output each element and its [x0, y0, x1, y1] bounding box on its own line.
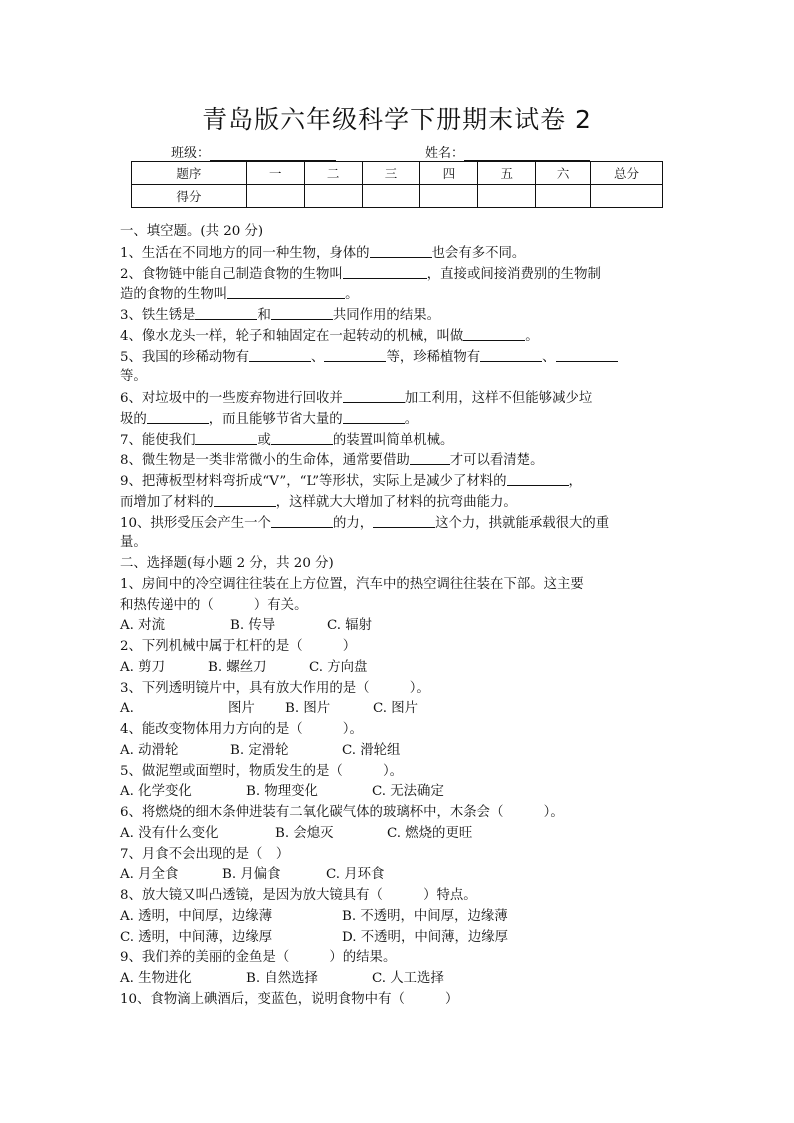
question-text: 。: [404, 411, 419, 427]
question-text: 5、我国的珍稀动物有: [120, 349, 250, 365]
section-heading: 二、选择题(每小题 2 分，共 20 分): [120, 556, 334, 571]
answer-blank: [507, 471, 569, 486]
question-text: ，而且能够节省大量的: [208, 411, 343, 427]
question-text: ，: [568, 474, 582, 489]
question-line: [120, 326, 680, 347]
question-line: [120, 305, 680, 326]
question-line: [120, 409, 680, 430]
option: A.: [120, 701, 134, 717]
option: B. 月偏食: [222, 867, 281, 883]
question-line: 8、放大镜又叫凸透镜，是因为放大镜具有（ ）特点。: [120, 888, 477, 903]
score-cell: [362, 185, 420, 208]
option: B. 不透明，中间厚，边缘薄: [342, 908, 508, 924]
option: B. 物理变化: [246, 784, 318, 800]
class-label: 班级：: [171, 146, 211, 161]
answer-blank: [195, 430, 257, 445]
answer-blank: [463, 326, 525, 341]
question-line: [120, 367, 680, 388]
option: A. 没有什么变化: [120, 825, 219, 841]
exam-body: [120, 222, 680, 1011]
question-text: 。: [525, 328, 539, 344]
question-line: [120, 492, 680, 513]
score-cell: [591, 185, 663, 208]
question-line: 9、我们养的美丽的金鱼是（ ）的结果。: [120, 950, 397, 966]
option: C. 滑轮组: [342, 742, 401, 758]
name-field: [425, 142, 590, 161]
score-table: [131, 161, 663, 208]
options-line: [120, 824, 680, 845]
class-field: [171, 142, 336, 161]
answer-blank: [271, 430, 333, 445]
question-line: [120, 533, 680, 554]
question-line: [120, 264, 680, 285]
options-line: [120, 782, 680, 803]
option: C. 无法确定: [372, 784, 444, 800]
option: C. 人工选择: [372, 971, 444, 986]
options-line: [120, 741, 680, 762]
option: D. 不透明，中间薄，边缘厚: [342, 929, 509, 945]
question-text: 6、对垃圾中的一些废弃物进行回收并: [120, 391, 343, 406]
question-text: 。: [345, 287, 359, 303]
table-cell: 六: [536, 162, 591, 185]
name-label: 姓名：: [425, 146, 465, 161]
option: 图片: [228, 701, 255, 717]
page-title: 青岛版六年级科学下册期末试卷 2: [202, 105, 592, 134]
question-text: 共同作用的结果。: [332, 308, 440, 323]
question-line: [120, 388, 680, 409]
score-table-score-row: [132, 185, 663, 208]
answer-blank: [271, 513, 333, 528]
table-cell: 四: [420, 162, 478, 185]
question-line: [120, 284, 680, 305]
question-line: 10、食物滴上碘酒后，变蓝色，说明食物中有（ ）: [120, 991, 459, 1007]
option: B. 图片: [285, 701, 331, 717]
score-cell: [304, 185, 362, 208]
answer-blank: [343, 409, 405, 424]
question-text: 、: [542, 349, 556, 365]
score-cell: [536, 185, 591, 208]
question-line: 5、做泥塑或面塑时，物质发生的是（ ）。: [120, 763, 404, 779]
options-line: [120, 658, 680, 679]
question-text: 才可以看清楚。: [449, 453, 544, 469]
answer-blank: [343, 388, 405, 403]
class-input-line: [210, 146, 336, 161]
answer-blank: [249, 347, 311, 362]
question-line: [120, 347, 680, 368]
question-text: 8、微生物是一类非常微小的生命体，通常要借助: [120, 453, 410, 469]
question-text: 2、食物链中能自己制造食物的生物叫: [120, 266, 343, 282]
question-text: 等。: [120, 369, 147, 385]
options-line: [120, 699, 680, 720]
question-line: 4、能改变物体用力方向的是（ ）。: [120, 722, 363, 737]
question-line: [120, 450, 680, 471]
answer-blank: [373, 513, 435, 528]
question-line: 7、月食不会出现的是（ ）: [120, 846, 290, 862]
option: B. 传导: [230, 618, 276, 634]
section-heading: 一、填空题。(共 20 分): [120, 224, 264, 239]
option: A. 对流: [120, 618, 165, 634]
question-text: 4、像水龙头一样，轮子和轴固定在一起转动的机械，叫做: [120, 328, 464, 344]
question-text: 10、拱形受压会产生一个: [120, 515, 271, 531]
option: C. 辐射: [327, 618, 373, 634]
table-cell: 一: [246, 162, 304, 185]
option: C. 方向盘: [309, 659, 368, 675]
option: B. 螺丝刀: [208, 659, 267, 675]
question-line: [120, 243, 680, 264]
question-text: 的装置叫简单机械。: [332, 432, 454, 448]
table-cell: 五: [478, 162, 536, 185]
option: A. 月全食: [120, 867, 179, 883]
answer-blank: [370, 243, 432, 258]
question-text: ，直接或间接消费别的生物制: [426, 266, 601, 282]
option: C. 燃烧的更旺: [387, 825, 473, 841]
table-cell: 三: [362, 162, 420, 185]
question-text: 9、把薄板型材料弯折成“V”，“L”等形状，实际上是减少了材料的: [120, 474, 507, 489]
question-text: 3、铁生锈是: [120, 308, 196, 323]
option: B. 自然选择: [246, 971, 318, 986]
options-line: [120, 865, 680, 886]
question-text: 和: [257, 308, 271, 323]
table-cell: 题序: [132, 162, 247, 185]
options-line: [120, 969, 680, 990]
score-cell: [478, 185, 536, 208]
option: A. 生物进化: [120, 971, 192, 986]
answer-blank: [147, 409, 209, 424]
question-text: ，这样就大大增加了材料的抗弯曲能力。: [275, 494, 517, 510]
question-line: 3、下列透明镜片中，具有放大作用的是（ ）。: [120, 680, 430, 696]
option: A. 透明，中间厚，边缘薄: [120, 908, 273, 924]
answer-blank: [343, 264, 427, 279]
score-table-header-row: [132, 162, 663, 185]
answer-blank: [556, 347, 618, 362]
question-text: 造的食物的生物叫: [120, 287, 228, 303]
question-text: 或: [257, 432, 271, 448]
question-line: 和热传递中的（ ）有关。: [120, 597, 308, 613]
option: B. 会熄灭: [275, 825, 334, 841]
score-cell: [246, 185, 304, 208]
question-text: 这个力，拱就能承载很大的重: [435, 515, 610, 531]
question-text: 也会有多不同。: [431, 245, 526, 261]
answer-blank: [271, 305, 333, 320]
table-cell: 二: [304, 162, 362, 185]
question-text: 1、生活在不同地方的同一种生物，身体的: [120, 245, 370, 261]
options-line: [120, 928, 680, 949]
name-input-line: [464, 146, 590, 161]
question-line: [120, 430, 680, 451]
question-text: 等，珍稀植物有: [386, 349, 481, 365]
options-line: [120, 907, 680, 928]
question-line: [120, 471, 680, 492]
question-line: 2、下列机械中属于杠杆的是（ ）: [120, 639, 357, 654]
question-text: 而增加了材料的: [120, 494, 214, 510]
table-cell: 得分: [132, 185, 247, 208]
option: A. 动滑轮: [120, 742, 179, 758]
question-line: 6、将燃烧的细木条伸进装有二氧化碳气体的玻璃杯中，木条会（ ）。: [120, 805, 564, 820]
question-text: 圾的: [120, 411, 147, 427]
option: A. 化学变化: [120, 784, 192, 800]
question-line: 1、房间中的冷空调往往装在上方位置，汽车中的热空调往往装在下部。这主要: [120, 576, 584, 592]
option: A. 剪刀: [120, 659, 165, 675]
question-text: 、: [311, 349, 325, 365]
answer-blank: [195, 305, 257, 320]
options-line: [120, 616, 680, 637]
question-text: 7、能使我们: [120, 432, 196, 448]
question-text: 量。: [120, 535, 147, 551]
answer-blank: [227, 284, 345, 299]
table-cell: 总分: [591, 162, 663, 185]
option: B. 定滑轮: [230, 742, 289, 758]
answer-blank: [324, 347, 386, 362]
question-text: 的力，: [332, 515, 374, 531]
question-line: [120, 513, 680, 534]
answer-blank: [410, 450, 450, 465]
question-text: 加工利用，这样不但能够减少垃: [404, 391, 593, 406]
option: C. 月环食: [326, 867, 385, 883]
score-cell: [420, 185, 478, 208]
answer-blank: [480, 347, 542, 362]
answer-blank: [214, 492, 276, 507]
option: C. 透明，中间薄，边缘厚: [120, 929, 273, 945]
option: C. 图片: [373, 701, 419, 717]
